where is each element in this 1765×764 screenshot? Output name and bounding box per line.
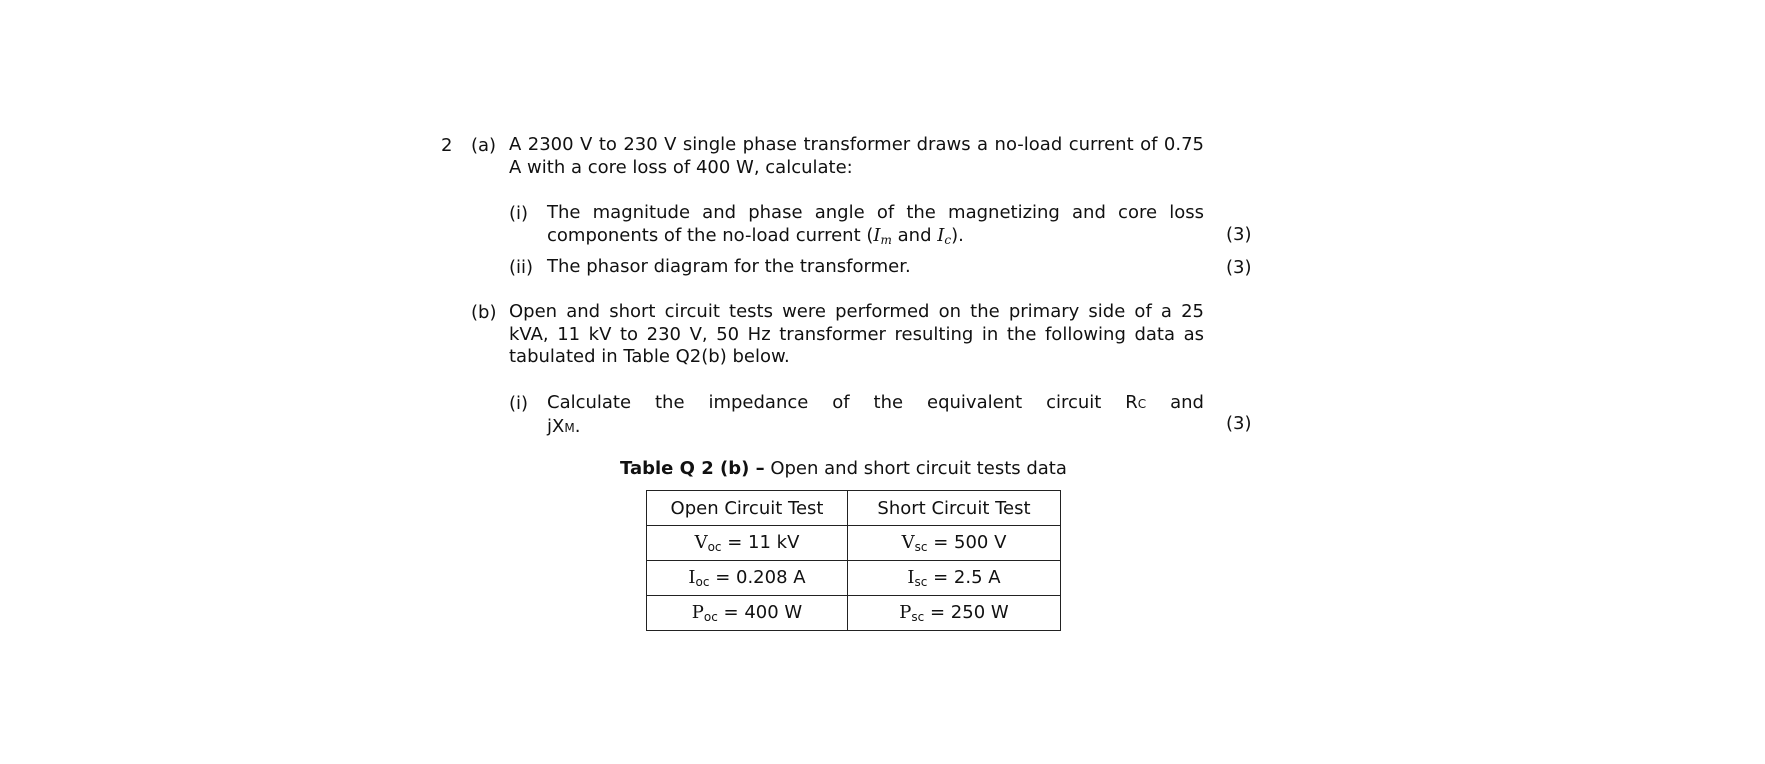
part-a-ii-line-1: The phasor diagram for the transformer. — [547, 256, 911, 277]
test-data-table — [646, 490, 1061, 631]
part-b-i-label: (i) — [509, 393, 529, 414]
table-caption — [620, 458, 1067, 479]
part-b-i-text — [547, 392, 1204, 439]
part-a-label: (a) — [471, 135, 497, 156]
part-b-label: (b) — [471, 302, 497, 323]
cell-isc: $I_{sc} = 2.5$ A — [848, 561, 1061, 596]
cell-vsc: $V_{sc} = 500$ V — [848, 526, 1061, 561]
table-row — [647, 561, 1061, 596]
cell-psc: $P_{sc} = 250$ W — [848, 596, 1061, 631]
part-a-line-1: A 2300 V to 230 V single phase transformer draws a no-load current of 0.75 — [509, 134, 1204, 155]
symbol-ic: $I_c$ — [937, 224, 952, 247]
part-a-i-marks: (3) — [1226, 224, 1252, 245]
header-open-circuit: Open Circuit Test — [647, 491, 848, 526]
part-a-ii-marks: (3) — [1226, 257, 1252, 278]
table-caption-bold: Table Q 2 (b) – — [620, 458, 765, 479]
symbol-im: $I_m$ — [873, 224, 892, 247]
part-a-ii-label: (ii) — [509, 257, 534, 278]
part-b-line-3: tabulated in Table Q2(b) below. — [509, 346, 790, 367]
table-caption-text: Open and short circuit tests data — [764, 458, 1067, 479]
table-row — [647, 596, 1061, 631]
part-b-i-line-2: jXM. — [547, 415, 581, 437]
cell-poc: $P_{oc} = 400$ W — [647, 596, 848, 631]
part-a-i-and: and — [891, 224, 938, 246]
part-a-i-line-1: The magnitude and phase angle of the magnetizing and core loss — [547, 202, 1204, 223]
part-a-i-line-2-prefix: components of the no-load current ( — [547, 224, 874, 246]
part-b-text — [509, 301, 1204, 369]
part-a-text — [509, 134, 1204, 179]
header-short-circuit: Short Circuit Test — [848, 491, 1061, 526]
symbol-rc: RC — [1125, 392, 1147, 413]
table-row — [647, 526, 1061, 561]
part-b-i-marks: (3) — [1226, 413, 1252, 434]
part-b-line-1: Open and short circuit tests were performed on the primary side of a 25 — [509, 301, 1204, 322]
part-b-line-2: kVA, 11 kV to 230 V, 50 Hz transformer resulting in the following data as — [509, 323, 1204, 345]
part-a-i-text — [547, 202, 1204, 251]
part-a-ii-text — [547, 256, 1204, 279]
cell-voc: $V_{oc} = 11$ kV — [647, 526, 848, 561]
part-a-line-2: A with a core loss of 400 W, calculate: — [509, 156, 853, 178]
table-header-row — [647, 491, 1061, 526]
question-number: 2 — [441, 135, 453, 156]
part-a-i-label: (i) — [509, 203, 529, 224]
part-b-i-line-1: Calculate the impedance of the equivalent circuit RC and — [547, 392, 1204, 416]
part-a-i-line-2-suffix: ). — [951, 224, 964, 246]
cell-ioc: $I_{oc} = 0.208$ A — [647, 561, 848, 596]
part-a-i-line-2 — [547, 225, 1204, 252]
